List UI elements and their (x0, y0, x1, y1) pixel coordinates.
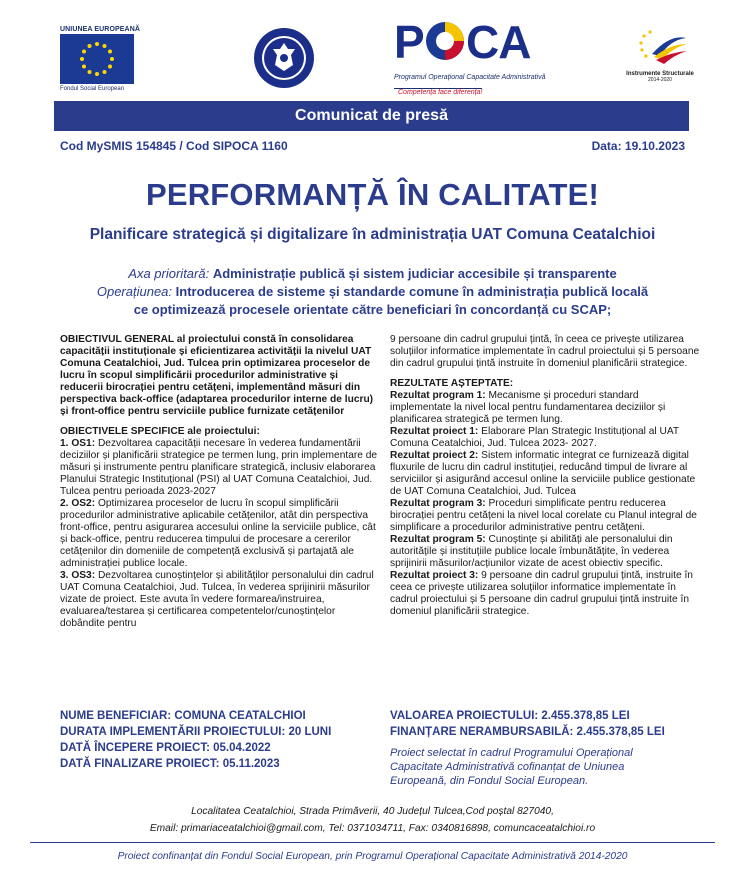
operation-label: Operațiunea: (96, 284, 173, 299)
specific-objectives-label: OBIECTIVELE SPECIFICE (60, 426, 185, 437)
footer-note: Proiect confinanțat din Fondul Social European, prin Programul Operațional Capacitate Administrativă 2014-2020 (117, 851, 628, 862)
result-item (390, 534, 700, 570)
project-selection-note: Proiect selectat în cadrul Programului Operațional Capacitate Administrativă cofinanțat de Uniunea Europeană, din Fondul Social European. (390, 747, 633, 787)
result-text: Elaborare Plan Strategic Instituțional al UAT Comuna Ceatalchioi, Jud. Tulcea 2023- 2027. (390, 426, 679, 449)
result-item (390, 450, 700, 498)
operation-value-2: ce optimizează procesele orientate către beneficiari în concordanță cu SCAP; (133, 302, 612, 317)
nonrefundable-funding: FINANȚARE NERAMBURSABILĂ: 2.455.378,85 LEI (390, 726, 665, 738)
operation-line (0, 283, 745, 301)
eu-title: UNIUNEA EUROPEANĂ (60, 26, 141, 33)
project-codes-row (60, 139, 685, 153)
results-heading-label: REZULTATE AȘTEPTATE: (390, 378, 514, 389)
os3-continuation: 9 persoane din cadrul grupului țintă, în ceea ce privește utilizarea soluțiilor informatice implementate în cadrul proiectului și 5 persoane din cadrul grupului țintă instruite în domeniul planificării strategice. (390, 334, 700, 369)
result-item (390, 390, 700, 426)
operation-value-1: Introducerea de sisteme și standarde comune în administrația publică locală (175, 284, 649, 299)
general-objective-label: OBIECTIVUL GENERAL (60, 334, 174, 345)
result-item (390, 570, 700, 618)
svg-text:CA: CA (466, 18, 531, 64)
os2-label: 2. OS2: (60, 498, 96, 509)
project-value: VALOAREA PROIECTULUI: 2.455.378,85 LEI (390, 710, 630, 722)
right-column (390, 334, 700, 618)
press-release-banner: Comunicat de presă (54, 101, 689, 131)
os3-label: 3. OS3: (60, 570, 96, 581)
priority-axis-label: Axa prioritară: (128, 266, 210, 281)
os1-text: Dezvoltarea capacității necesare în vederea fundamentării deciziilor și planificării strategice pe termen lung, prin implementare de măsuri și instrumente pentru planificare strategică, inclusiv elaborarea Planului Strategic Instituțional (PSI) al UAT Comuna Ceatalchioi, Jud. Tulcea pentru perioada 2023-2027 (60, 438, 378, 497)
result-text: Cunoștințe și abilități ale personalului din autoritățile și instituțiile publice locale îmbunătățite, în vederea sprijinirii măsurilor/acțiunilor vizate de acest obiectiv specific. (390, 534, 673, 569)
project-codes: Cod MySMIS 154845 / Cod SIPOCA 1160 (60, 139, 288, 153)
result-label: Rezultat program 1: (390, 390, 486, 401)
contact-address: Localitatea Ceatalchioi, Strada Primăverii, 40 Județul Tulcea,Cod poștal 827040, (191, 806, 554, 817)
is-title: Instrumente Structurale (626, 71, 694, 77)
project-summary-left (60, 708, 380, 772)
specific-objectives-text: ale proiectului: (184, 426, 260, 437)
page-title: PERFORMANȚĂ ÎN CALITATE! (145, 177, 600, 212)
implementation-duration: DURATA IMPLEMENTĂRII PROIECTULUI: 20 LUNI (60, 726, 332, 738)
result-item (390, 498, 700, 534)
eu-flag-icon (60, 34, 134, 84)
contact-block (0, 803, 745, 837)
footer-divider (30, 842, 715, 843)
os3-item (60, 570, 380, 630)
logo-bar (0, 0, 745, 100)
general-objective (60, 334, 380, 418)
left-column (60, 334, 380, 630)
general-objective-text: al proiectului constă în consolidarea capacității instituționale și eficientizarea activității la nivelul UAT Comuna Ceatalchioi, Jud. Tulcea prin optimizarea proceselor de lucru în scopul simplificării procedurilor administrative și reducerii birocrației pentru cetățeni, implementând măsuri din perspectiva back-office (adaptarea procedurilor interne de lucru) și front-office pentru serviciile publice furnizate cetățenilor (60, 334, 374, 417)
result-label: Rezultat proiect 2: (390, 450, 479, 461)
priority-axis-block (0, 265, 745, 319)
contact-details: Email: primariaceatalchioi@gmail.com, Tel: 0371034711, Fax: 0340816898, comuncaceatalchioi.ro (149, 823, 596, 834)
result-label: Rezultat program 5: (390, 534, 486, 545)
specific-objectives-heading (60, 426, 380, 438)
project-summary-right (390, 708, 700, 740)
os2-text: Optimizarea proceselor de lucru în scopul simplificării procedurilor administrative aplicabile cetățenilor, atât din perspectiva front-office, pentru asigurarea accesului online la serviciile publice, cât și back-office, pentru reducerea timpului de procesare a cererilor cetățenilor din domeniile de competență exclusivă și partajată ale administrației publice locale. (60, 498, 376, 569)
poca-wordmark (394, 18, 544, 71)
result-label: Rezultat program 3: (390, 498, 486, 509)
result-text: Sistem informatic integrat ce furnizează digital fluxurile de lucru din cadrul instituției, reducând timpul de livrare al serviciilor și asigurând accesul online la serviciile publice gestionate de UAT Comuna Ceatalchioi, Jud. Tulcea (390, 450, 696, 497)
poca-tagline: Programul Operațional Capacitate Administrativă (394, 74, 546, 81)
page-subtitle: Planificare strategică și digitalizare în administrația UAT Comuna Ceatalchioi (89, 226, 656, 243)
is-years: 2014-2020 (648, 77, 672, 83)
end-date: DATĂ FINALIZARE PROIECT: 05.11.2023 (60, 758, 280, 770)
result-label: Rezultat proiect 3: (390, 570, 479, 581)
eu-logo (60, 26, 140, 92)
results-heading (390, 378, 700, 390)
beneficiary-name: NUME BENEFICIAR: COMUNA CEATALCHIOI (60, 710, 306, 722)
result-label: Rezultat proiect 1: (390, 426, 479, 437)
instrumente-structurale-logo (620, 24, 700, 83)
release-date: Data: 19.10.2023 (591, 139, 685, 153)
instrumente-structurale-icon (630, 24, 690, 66)
priority-axis-line (0, 265, 745, 283)
operation-line-2 (0, 301, 745, 319)
os3-text: Dezvoltarea cunoștințelor și abilităților personalului din cadrul UAT Comuna Ceatalchioi, Jud. Tulcea, în vederea sprijinirii măsurilor vizate de proiect. Este avuta în vedere formarea/instruirea, evaluarea/testarea și certificarea competentelor/cunoștințelor dobândite pentru (60, 570, 374, 629)
result-text: Proceduri simplificate pentru reducerea birocrației pentru cetățeni la nivel local corelate cu Planul integral de simplificare a procedurilor administrative pentru cetățeni. (390, 498, 697, 533)
result-item (390, 426, 700, 450)
start-date: DATĂ ÎNCEPERE PROIECT: 05.04.2022 (60, 742, 271, 754)
priority-axis-value: Administrație publică și sistem judiciar accesibile și transparente (212, 266, 617, 281)
poca-slogan: Competența face diferența! (394, 88, 482, 96)
os1-label: 1. OS1: (60, 438, 96, 449)
government-seal-icon (253, 27, 315, 89)
eu-subtitle: Fondul Social European (60, 86, 125, 92)
result-text: Mecanisme și proceduri standard implementate la nivel local pentru fundamentarea deciziilor și planificarea strategică pe termen lung. (390, 390, 666, 425)
os2-item (60, 498, 380, 570)
poca-logo (394, 18, 544, 99)
result-text: 9 persoane din cadrul grupului țintă, instruite în ceea ce privește utilizarea soluțiilor informatice implementate în cadrul proiectului și 5 persoane din cadrul grupului țintă instruite în domeniul planificării strategice. (390, 570, 693, 617)
svg-text:P: P (394, 18, 424, 64)
os1-item (60, 438, 380, 498)
